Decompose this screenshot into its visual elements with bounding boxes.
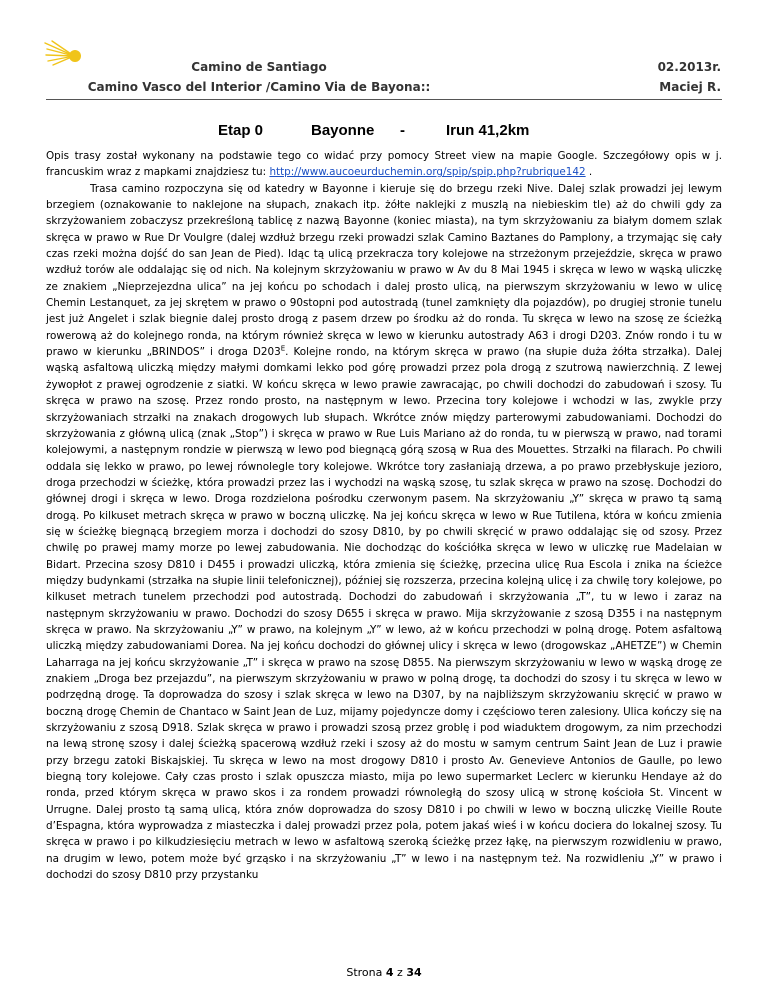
- source-link[interactable]: http://www.aucoeurduchemin.org/spip/spip.php?rubrique142: [269, 166, 586, 179]
- stage-to: Irun 41,2km: [446, 122, 530, 139]
- route-description: [46, 148, 722, 883]
- intro-text: Opis trasy został wykonany na podstawie tego co widać przy pomocy Street view na mapie Google. Szczegółowy opis w j. francuskim wraz z mapkami znajdziesz tu:: [46, 150, 722, 179]
- stage-label: Etap 0: [218, 122, 264, 139]
- page-footer: [0, 966, 768, 979]
- header-subtitle: Camino Vasco del Interior /Camino Via de Bayona::: [87, 80, 431, 94]
- stage-heading: [0, 122, 768, 146]
- route-text-2: . Kolejne rondo, na którym skręca w prawo (na słupie duża żółta strzałka). Dalej wąską asfaltową uliczką między małymi domkami lekko pod górę prowadzi przez pola drogą z szutrową nawierzchnią. Z lewej żywopłot z prawej ogrodzenie z siatki. W końcu skręca w lewo prawie zawracając, po chwili dochodzi do zabudowań i szosy. Tu skręca w prawo na szosę. Przez rondo prosto, na następnym w lewo. Przecina tory kolejowe i wchodzi w las, zwykle przy skrzyżowaniach strzałki na znakach drogowych lub słupach. Wkrótce znów między parterowymi zabudowaniami. Dochodzi do skrzyżowania z główną ulicą (znak „Stop”) i skręca w prawo w Rue Luis Mariano aż do ronda, tu w pierwszą w prawo, nad torami kolejowymi, a następnym rondzie w pierwszą w lewo pod biegnącą górą szosą w Rua des Mouettes. Strzałki na filarach. Po chwili oddala się lekko w prawo, po lewej równolegle tory kolejowe. Wkrótce tory zasłaniają drzewa, a po prawo przebłyskuje jezioro, droga przechodzi w ścieżkę, która prowadzi przez las i wychodzi na wąską szosę, tu szlak skręca w prawo na szosę. Dochodzi do głównej drogi i skręca w lewo. Droga rozdzielona pośrodku czerwonym pasem. Na skrzyżowaniu „Y” skręca w prawo tą samą drogą. Po kilkuset metrach skręca w prawo w boczną uliczkę. Na jej końcu skręca w lewo w Rue Tutilena, która w końcu zmienia się w ścieżkę biegnącą brzegiem morza i dochodzi do szosy D810, by po chwili skręcić w prawo oddalając się od szosy. Przez chwilę po prawej mamy morze po lewej zabudowania. Nie dochodząc do kościółka skręca w lewo w uliczkę rue Madelaian w Bidart. Przecina szosy D810 i D455 i prowadzi uliczką, która zmienia się ścieżkę, przecina ulicę Rua Escola i znika na ścieżce między budynkami (strzałka na słupie linii telefonicznej), później się rozszerza, przecina kolejną ulicę i za chwilę tory kolejowe, po kilkuset metrach tunelem przechodzi pod autostradą. Dochodzi do zabudowań i skrzyżowania „T”, tu w lewo i zaraz na następnym skrzyżowaniu w prawo. Dochodzi do szosy D655 i skręca w prawo. Mija skrzyżowanie z szosą D355 i na następnym skręca w prawo. Na skrzyżowaniu „Y” w prawo, na kolejnym „Y” w lewo, aż w końcu przechodzi w polną drogę. Potem asfaltową uliczką między zabudowaniami Dorea. Na jej końcu dochodzi do głównej ulicy i skręca w lewo (drogowskaz „AHETZE”) w Chemin Laharraga na jej końcu skrzyżowanie „T” i skręca w prawo na szosę D855. Na pierwszym skrzyżowaniu w lewo w wąską drogę ze znakiem „Droga bez przejazdu”, na pierwszym skrzyżowaniu w prawo w polną drogę, ta dochodzi do szosy i tu skręca w lewo w podrzędną drogę. Ta doprowadza do szosy i szlak skręca w lewo na D307, by na najbliższym skrzyżowaniu skręcić w prawo w boczną drogę Chemin de Chantaco w Saint Jean de Luz, mijamy pojedyncze domy i częściowo teren zalesiony. Ulica kończy się na skrzyżowaniu z szosą D918. Szlak skręca w prawo i prowadzi szosą przez groblę i pod wiaduktem drogowym, za nim przechodzi na lewą stronę szosy i dalej ścieżką spacerową wzdłuż rzeki i szosy aż do mostu w samym centrum Saint Jean de Luz i prawie przy brzegu zatoki Biskajskiej. Tu skręca w lewo na most drogowy D810 i prosto Av. Genevieve Antonios de Gaulle, po lewo biegną tory kolejowe. Cały czas prosto i szlak opuszcza miasto, mija po lewo supermarket Leclerc w kierunku Hendaye aż do ronda, przed którym skręca w prawo skos i za rondem prowadzi równoległą do szosy ulicą w stronę kościoła St. Vincent w Urrugne. Dalej prosto tą samą ulicą, która znów doprowadza do szosy D810 i po chwili w lewo w boczną uliczkę Vieille Route d’Espagna, która wyprowadza z miasteczka i dalej prowadzi przez pola, potem jakaś wieś i w końcu dociera do lokalnej szosy. Tu skręca w prawo i po kilkudziesięciu metrach w lewo w asfaltową szeroką ścieżkę przez łąkę, na pierwszym rozwidleniu w prawo, na drugim w lewo, potem może być grząsko i na skrzyżowaniu „T” w lewo i na następnym też. Na rozwidleniu „Y” w prawo i dochodzi do szosy D810 przy przystanku: [46, 346, 723, 882]
- intro-paragraph: [46, 148, 722, 181]
- header-meta: [658, 57, 721, 97]
- page-number: 4: [385, 966, 394, 979]
- header-title: Camino de Santiago: [191, 60, 327, 74]
- intro-after: .: [585, 166, 593, 179]
- footer-middle: z: [393, 966, 407, 979]
- document-header: [40, 57, 478, 97]
- road-superscript: E: [280, 344, 286, 353]
- route-paragraph: [46, 181, 722, 884]
- route-text-1: Trasa camino rozpoczyna się od katedry w Bayonne i kieruje się do brzegu rzeki Nive. Dalej szlak prowadzi jej lewym brzegiem (oznakowanie to naklejone na słupach, znakach itp. żółte naklejki z muszlą na niebieskim tle) aż do chwili gdy za skrzyżowaniem zobaczysz przekreśloną tablicę z nazwą Bayonne (koniec miasta), na tym skrzyżowaniu za białym domem szlak skręca w prawo w Rue Dr Voulgre (dalej wzdłuż brzegu rzeki prowadzi szlak Camino Baztanes do Pamplony, a trzymając się cały czas rzeki można dojść do san Jean de Pied). Idąc tą ulicą przekracza tory kolejowe na strzeżonym przejeździe, skręca w prawo wzdłuż torów ale oddalając się od nich. Na kolejnym skrzyżowaniu w prawo w Av du 8 Mai 1945 i skręca w lewo w wąską uliczkę ze znakiem „Nieprzejezdna ulica” na jej końcu po schodach i dalej prosto ulicą, na pierwszym skrzyżowaniu w lewo w ulicę Chemin Lestanquet, za jej skrętem w prawo o 90stopni pod autostradą (tunel zamknięty dla pojazdów), po drugiej stronie tunelu jest już Angelet i szlak biegnie dalej prosto drogą z pasem drzew po środku aż do ronda. Tu skręca w lewo na szosę ze ścieżką rowerową aż do kolejnego ronda, na którym również skręca w lewo w kierunku autostrady A63 i drogi D203. Znów rondo i tu w prawo w kierunku „BRINDOS” i droga D203: [46, 182, 722, 359]
- header-date: 02.2013r.: [657, 60, 721, 74]
- footer-prefix: Strona: [346, 966, 386, 979]
- stage-from: Bayonne: [311, 122, 375, 139]
- header-divider: [46, 99, 722, 100]
- page-total: 34: [406, 966, 422, 979]
- header-author: Maciej R.: [659, 80, 721, 94]
- stage-dash: -: [400, 122, 405, 139]
